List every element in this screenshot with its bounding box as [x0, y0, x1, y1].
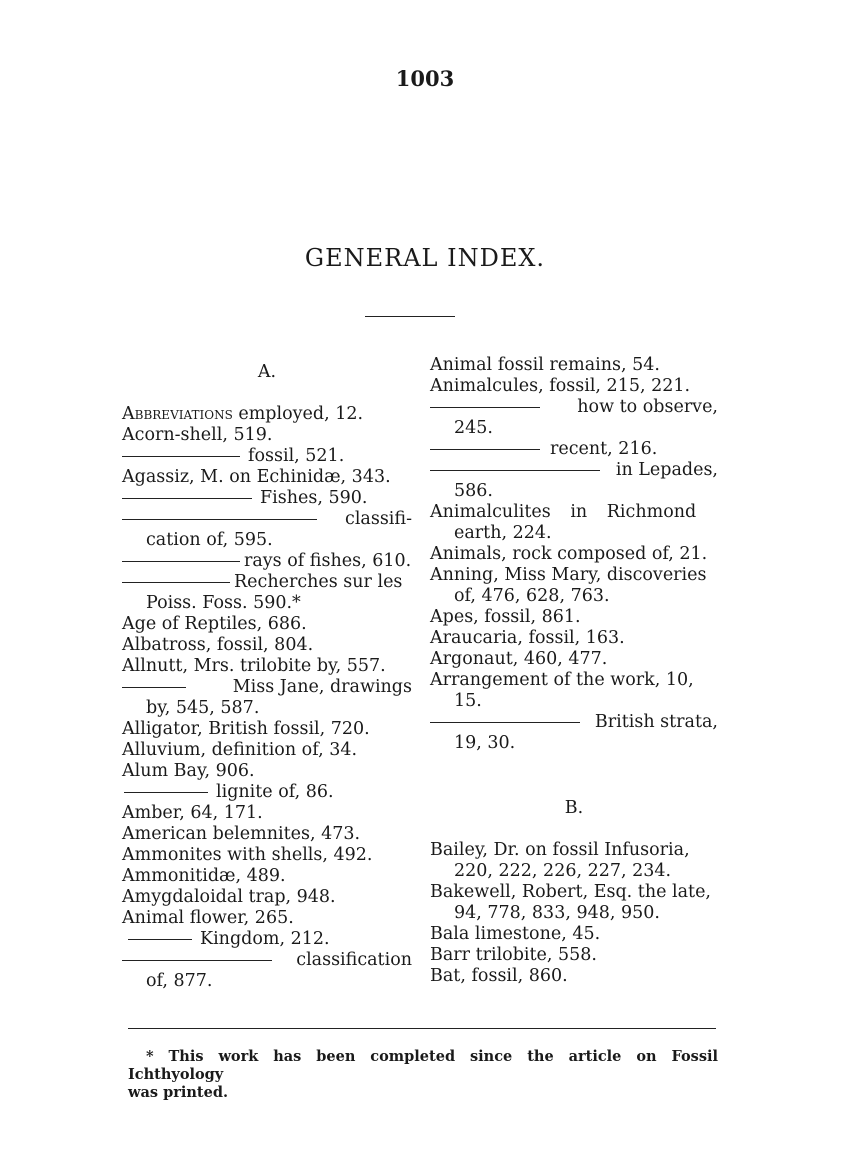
index-entry: Agassiz, M. on Echinidæ, 343.	[122, 467, 391, 487]
entry-continuation: 19, 30.	[454, 733, 516, 753]
ditto-dash	[122, 561, 240, 562]
index-entry: Animal flower, 265.	[122, 908, 294, 928]
index-entry: Acorn-shell, 519.	[122, 425, 273, 445]
entry-text: British strata,	[594, 712, 718, 732]
ditto-dash	[122, 498, 252, 499]
index-entry: Animalcules, fossil, 215, 221.	[430, 376, 691, 396]
index-subentry	[122, 929, 412, 950]
index-subentry	[122, 446, 412, 467]
ditto-dash	[122, 687, 186, 698]
footnote-divider	[128, 1028, 716, 1029]
index-entry: Amygdaloidal trap, 948.	[122, 887, 336, 907]
entry-text: recent, 216.	[550, 439, 658, 459]
index-entry: Allnutt, Mrs. trilobite by, 557.	[122, 656, 386, 676]
index-subentry	[430, 397, 718, 418]
index-entry: Animals, rock composed of, 21.	[430, 544, 708, 564]
ditto-dash	[122, 960, 272, 971]
index-entry: Animal fossil remains, 54.	[430, 355, 660, 375]
entry-continuation: of, 877.	[146, 971, 213, 991]
ditto-dash	[430, 722, 580, 733]
index-subentry	[430, 460, 718, 481]
page-title: GENERAL INDEX.	[304, 244, 546, 272]
index-entry: Araucaria, fossil, 163.	[430, 628, 625, 648]
index-subentry	[122, 677, 412, 698]
index-entry: Alum Bay, 906.	[122, 761, 255, 781]
index-entry: Apes, fossil, 861.	[430, 607, 581, 627]
entry-continuation: cation of, 595.	[146, 530, 273, 550]
ditto-dash	[122, 456, 240, 457]
index-subentry	[122, 551, 412, 572]
section-letter-b: B.	[564, 798, 584, 818]
entry-continuation: 245.	[454, 418, 493, 438]
index-subentry	[122, 488, 412, 509]
page-number: 1003	[395, 66, 455, 91]
entry-text: in Lepades,	[615, 460, 718, 480]
index-entry: Ammonitidæ, 489.	[122, 866, 286, 886]
entry-text: fossil, 521.	[248, 446, 345, 466]
index-subentry	[122, 572, 412, 593]
ditto-dash	[430, 407, 540, 418]
title-divider	[365, 316, 455, 317]
footnote-line: was printed.	[128, 1084, 229, 1101]
entry-continuation: of, 476, 628, 763.	[454, 586, 610, 606]
index-entry: Bailey, Dr. on fossil Infusoria,	[430, 840, 690, 860]
entry-text: Miss Jane, drawings	[232, 677, 412, 697]
index-entry: Argonaut, 460, 477.	[430, 649, 608, 669]
entry-text: how to observe,	[577, 397, 718, 417]
index-entry: Ammonites with shells, 492.	[122, 845, 373, 865]
index-entry: Anning, Miss Mary, discoveries	[430, 565, 707, 585]
entry-text: classification	[296, 950, 412, 970]
index-entry: Barr trilobite, 558.	[430, 945, 597, 965]
index-subentry	[122, 782, 412, 803]
index-entry: Bat, fossil, 860.	[430, 966, 568, 986]
index-subentry	[122, 509, 412, 530]
section-letter-a: A.	[257, 362, 277, 382]
index-subentry	[122, 950, 412, 971]
entry-heading: Abbreviations	[122, 404, 233, 424]
entry-continuation: earth, 224.	[454, 523, 552, 543]
index-entry: Animalculites in Richmond	[430, 502, 697, 522]
index-entry: Bala limestone, 45.	[430, 924, 601, 944]
ditto-dash	[122, 582, 230, 583]
entry-continuation: Poiss. Foss. 590.*	[146, 593, 301, 613]
entry-text: employed, 12.	[232, 404, 364, 424]
index-entry	[122, 404, 412, 425]
left-column	[122, 362, 412, 992]
entry-continuation: 586.	[454, 481, 493, 501]
entry-continuation: 220, 222, 226, 227, 234.	[454, 861, 672, 881]
entry-continuation: by, 545, 587.	[146, 698, 260, 718]
index-entry: Age of Reptiles, 686.	[122, 614, 307, 634]
entry-text: Recherches sur les	[234, 572, 403, 592]
footnote-line: * This work has been completed since the article on Fossil Ichthyology	[128, 1048, 718, 1083]
index-entry: American belemnites, 473.	[122, 824, 361, 844]
entry-text: Fishes, 590.	[260, 488, 368, 508]
index-subentry	[430, 712, 718, 733]
index-entry: Alligator, British fossil, 720.	[122, 719, 370, 739]
entry-text: lignite of, 86.	[216, 782, 334, 802]
right-column	[430, 355, 718, 987]
index-subentry	[430, 439, 718, 460]
index-entry: Arrangement of the work, 10,	[430, 670, 694, 690]
index-entry: Bakewell, Robert, Esq. the late,	[430, 882, 711, 902]
ditto-dash	[128, 939, 192, 940]
footnote	[128, 1048, 718, 1102]
entry-continuation: 94, 778, 833, 948, 950.	[454, 903, 660, 923]
index-entry: Amber, 64, 171.	[122, 803, 263, 823]
entry-continuation: 15.	[454, 691, 482, 711]
entry-text: classifi-	[345, 509, 412, 529]
ditto-dash	[430, 449, 540, 450]
index-entry: Alluvium, definition of, 34.	[122, 740, 358, 760]
ditto-dash	[124, 792, 208, 793]
entry-text: rays of fishes, 610.	[244, 551, 412, 571]
ditto-dash	[122, 519, 317, 530]
entry-text: Kingdom, 212.	[200, 929, 330, 949]
index-entry: Albatross, fossil, 804.	[122, 635, 314, 655]
ditto-dash	[430, 470, 600, 481]
